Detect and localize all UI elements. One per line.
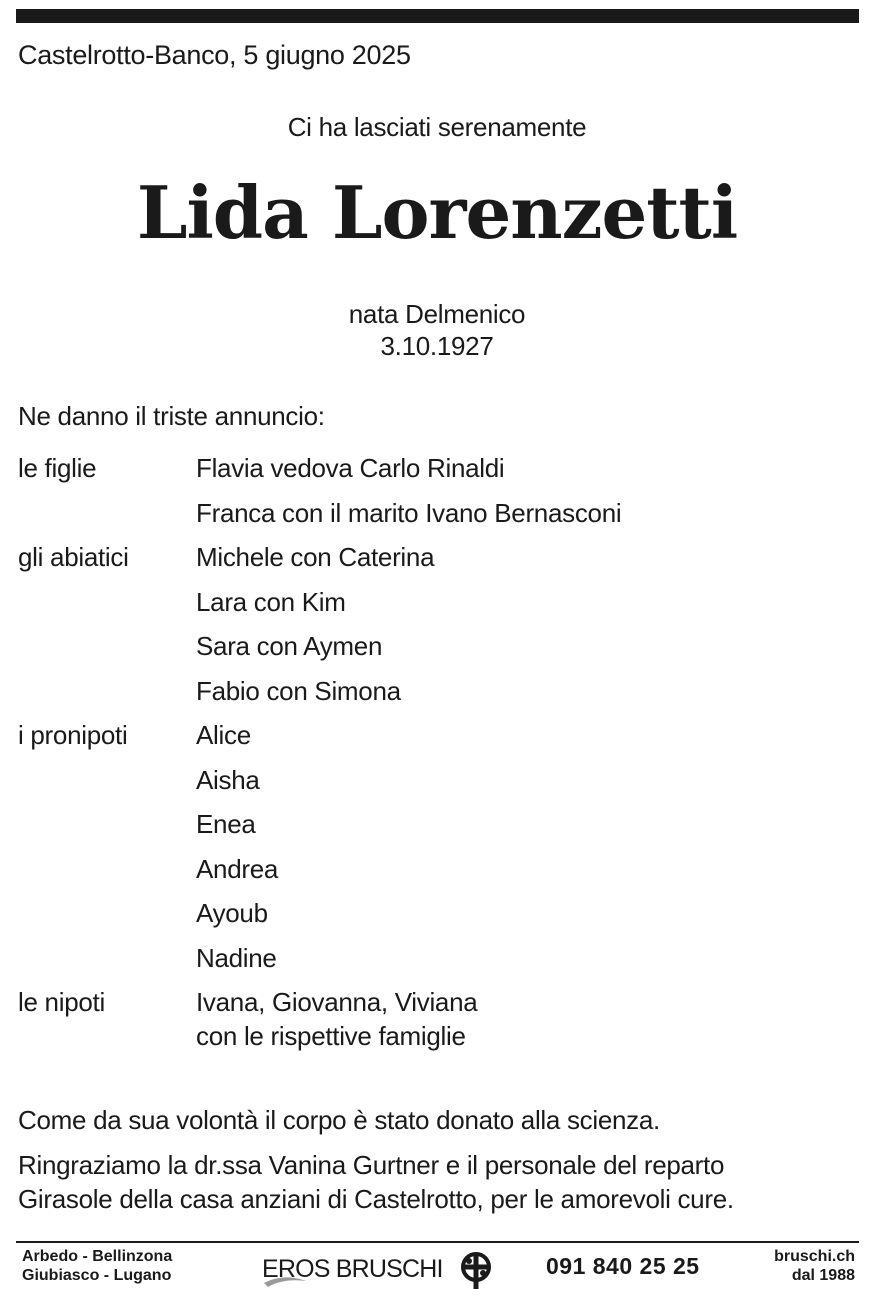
relation-names [196,535,858,713]
footer-web [774,1247,855,1285]
place-date: Castelrotto-Banco, 5 giugno 2025 [18,40,411,70]
family-member: Franca con il marito Ivano Bernasconi [196,497,622,528]
announcement: Ne danno il triste annuncio: [18,401,325,431]
family-member: Lara con Kim [196,586,346,617]
family-list [18,446,858,1053]
thanks-line: Girasole della casa anziani di Castelrotto, per le amorevoli cure. [18,1184,734,1214]
family-group-nieces [18,980,858,1053]
flower-cross-icon [456,1251,496,1291]
phone-number: 091 840 25 25 [546,1253,700,1279]
relation-label: gli abiatici [18,542,129,572]
funeral-home-footer [16,1245,859,1295]
family-group-grandchildren [18,535,858,713]
thanks-note [18,1148,734,1216]
footer-rule [16,1241,859,1243]
closing-text [18,1102,734,1216]
location-line: Arbedo - Bellinzona [22,1248,173,1265]
family-member: Nadine [196,942,277,973]
donation-note: Come da sua volontà il corpo è stato donato alla scienza. [18,1105,660,1135]
relation-label: le figlie [18,453,97,483]
top-rule [16,9,859,23]
birth-info [0,298,874,362]
family-group-daughters [18,446,858,535]
relation-names [196,446,858,535]
thanks-line: Ringraziamo la dr.ssa Vanina Gurtner e il personale del reparto [18,1150,725,1180]
family-member: Enea [196,809,256,839]
family-member: Ayoub [196,898,268,928]
relation-names [196,980,858,1053]
family-member: Fabio con Simona [196,675,401,706]
family-member: con le rispettive famiglie [196,1021,466,1051]
deceased-name: Lida Lorenzetti [136,170,738,255]
location-line: Giubiasco - Lugano [22,1267,172,1284]
family-member: Sara con Aymen [196,631,383,661]
intro-text: Ci ha lasciati serenamente [287,112,587,142]
brand-name: EROS BRUSCHI [262,1255,443,1283]
family-member: Michele con Caterina [196,542,435,572]
footer-locations [22,1247,172,1285]
relation-label: i pronipoti [18,720,128,750]
brand-logo [260,1251,500,1291]
family-member: Aisha [196,764,260,795]
family-member: Andrea [196,853,279,884]
website: bruschi.ch [774,1248,855,1265]
since-year: dal 1988 [791,1267,855,1284]
relation-label: le nipoti [18,987,105,1017]
family-member: Alice [196,720,251,750]
born-as: nata Delmenico [348,299,526,329]
family-group-great-grandchildren [18,713,858,980]
birth-date: 3.10.1927 [380,331,494,361]
family-member: Flavia vedova Carlo Rinaldi [196,453,505,483]
relation-names [196,713,858,980]
family-member: Ivana, Giovanna, Viviana [196,987,478,1017]
